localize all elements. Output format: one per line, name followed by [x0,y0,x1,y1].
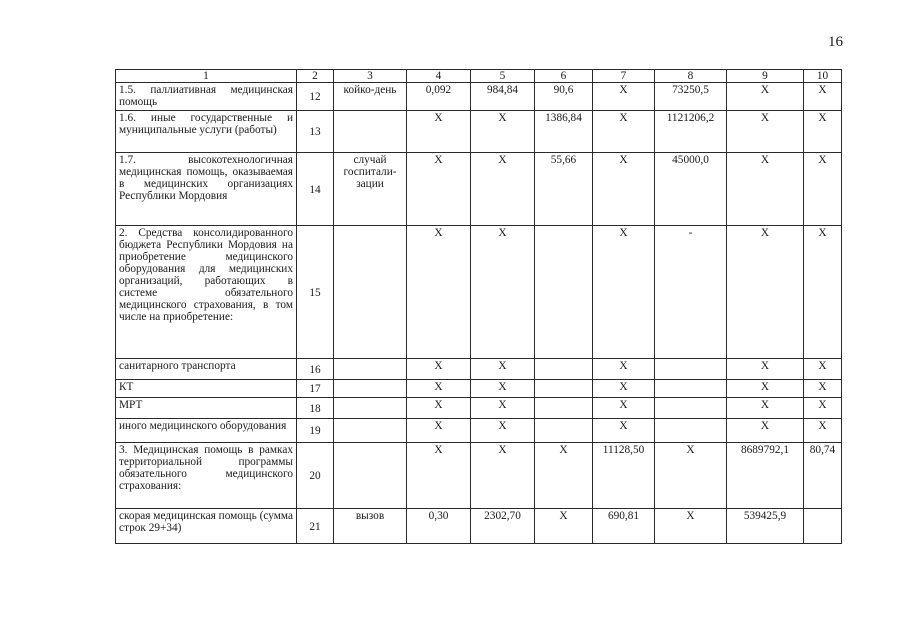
table-header-row [116,70,842,83]
table-body [116,70,842,544]
cell-col-6: 55,66 [535,153,593,226]
cell-col-5: Х [471,153,535,226]
cell-col-7: 11128,50 [593,443,655,509]
cell-col-8: 45000,0 [655,153,727,226]
cell-col-9: Х [727,83,804,111]
cell-col-4: Х [407,111,471,153]
cell-col-9: Х [727,153,804,226]
column-header: 2 [297,70,334,83]
column-header: 7 [593,70,655,83]
cell-indicator-name: 1.6. иные государственные и муниципальные услуги (работы) [116,111,297,153]
cell-col-8: - [655,226,727,359]
table-row [116,153,842,226]
cell-col-6 [535,380,593,398]
table-row [116,111,842,153]
cell-col-7: Х [593,380,655,398]
cell-unit: койко-день [334,83,407,111]
cell-col-6 [535,359,593,380]
cell-col-7: Х [593,153,655,226]
column-header: 10 [804,70,842,83]
column-header: 9 [727,70,804,83]
table-row [116,398,842,419]
cell-unit [334,443,407,509]
cell-unit [334,419,407,443]
cell-col-7: Х [593,111,655,153]
cell-col-6: Х [535,509,593,544]
cell-unit [334,380,407,398]
cell-row-number: 18 [297,398,334,419]
column-header: 1 [116,70,297,83]
cell-indicator-name: иного медицинского оборудования [116,419,297,443]
cell-col-8 [655,398,727,419]
cell-col-10: 80,74 [804,443,842,509]
cell-col-4: Х [407,380,471,398]
column-header: 5 [471,70,535,83]
cell-col-5: 984,84 [471,83,535,111]
cell-col-9: Х [727,359,804,380]
cell-col-5: Х [471,419,535,443]
table-row [116,380,842,398]
column-header: 3 [334,70,407,83]
column-header: 4 [407,70,471,83]
table-row [116,226,842,359]
cell-unit [334,359,407,380]
cell-col-8: Х [655,509,727,544]
cell-col-9: Х [727,419,804,443]
cell-col-7: Х [593,83,655,111]
cell-col-6 [535,226,593,359]
cell-unit [334,111,407,153]
cell-col-7: Х [593,398,655,419]
column-header: 8 [655,70,727,83]
cell-col-10: Х [804,83,842,111]
cell-col-7: Х [593,359,655,380]
cell-col-8: Х [655,443,727,509]
cell-col-9: Х [727,226,804,359]
cell-unit: вызов [334,509,407,544]
cell-col-4: 0,092 [407,83,471,111]
cell-col-7: Х [593,226,655,359]
cell-row-number: 14 [297,153,334,226]
cell-unit: случай госпитали-зации [334,153,407,226]
cell-row-number: 12 [297,83,334,111]
cell-row-number: 17 [297,380,334,398]
table-row [116,443,842,509]
cell-row-number: 21 [297,509,334,544]
cell-unit [334,226,407,359]
column-header: 6 [535,70,593,83]
cell-col-5: Х [471,443,535,509]
cell-col-4: Х [407,443,471,509]
cell-col-4: 0,30 [407,509,471,544]
cell-col-7: 690,81 [593,509,655,544]
cell-row-number: 13 [297,111,334,153]
cell-col-4: Х [407,153,471,226]
table-row [116,509,842,544]
cell-col-10: Х [804,359,842,380]
cell-col-10: Х [804,419,842,443]
cell-indicator-name: скорая медицинская помощь (сумма строк 29+34) [116,509,297,544]
cell-col-4: Х [407,359,471,380]
cell-indicator-name: 3. Медицинская помощь в рамках территориальной программы обязательного медицинского страхования: [116,443,297,509]
cell-indicator-name: санитарного транспорта [116,359,297,380]
cell-indicator-name: 1.5. паллиативная медицинская помощь [116,83,297,111]
cell-col-8: 73250,5 [655,83,727,111]
cell-indicator-name: МРТ [116,398,297,419]
page-number: 16 [828,34,843,50]
cell-indicator-name: 1.7. высокотехнологичная медицинская помощь, оказываемая в медицинских организациях Республики Мордовия [116,153,297,226]
cell-col-4: Х [407,226,471,359]
cell-col-10: Х [804,153,842,226]
cell-indicator-name: 2. Средства консолидированного бюджета Республики Мордовия на приобретение медицинского оборудования для медицинских организаций, работающих в системе обязательного медицинского страхования, в том числе на приобретение: [116,226,297,359]
cell-col-4: Х [407,398,471,419]
cell-col-10: Х [804,226,842,359]
cell-col-9: Х [727,380,804,398]
cell-row-number: 16 [297,359,334,380]
cell-col-8 [655,359,727,380]
cell-col-5: Х [471,226,535,359]
cell-col-5: Х [471,380,535,398]
cell-col-6: Х [535,443,593,509]
cell-indicator-name: КТ [116,380,297,398]
cell-col-5: 2302,70 [471,509,535,544]
cell-col-10: Х [804,398,842,419]
cell-row-number: 20 [297,443,334,509]
cell-col-9: Х [727,111,804,153]
cell-col-5: Х [471,398,535,419]
cell-col-6: 90,6 [535,83,593,111]
cell-col-10 [804,509,842,544]
cell-col-8 [655,419,727,443]
cell-col-6 [535,419,593,443]
cell-col-9: 539425,9 [727,509,804,544]
data-table [115,69,842,544]
cell-col-9: 8689792,1 [727,443,804,509]
cell-row-number: 15 [297,226,334,359]
table-row [116,359,842,380]
cell-col-6: 1386,84 [535,111,593,153]
table-row [116,83,842,111]
cell-col-4: Х [407,419,471,443]
table-row [116,419,842,443]
cell-col-5: Х [471,359,535,380]
cell-row-number: 19 [297,419,334,443]
cell-col-5: Х [471,111,535,153]
cell-col-10: Х [804,111,842,153]
cell-col-6 [535,398,593,419]
cell-col-7: Х [593,419,655,443]
cell-col-8 [655,380,727,398]
cell-col-8: 1121206,2 [655,111,727,153]
cell-col-10: Х [804,380,842,398]
cell-unit [334,398,407,419]
cell-col-9: Х [727,398,804,419]
